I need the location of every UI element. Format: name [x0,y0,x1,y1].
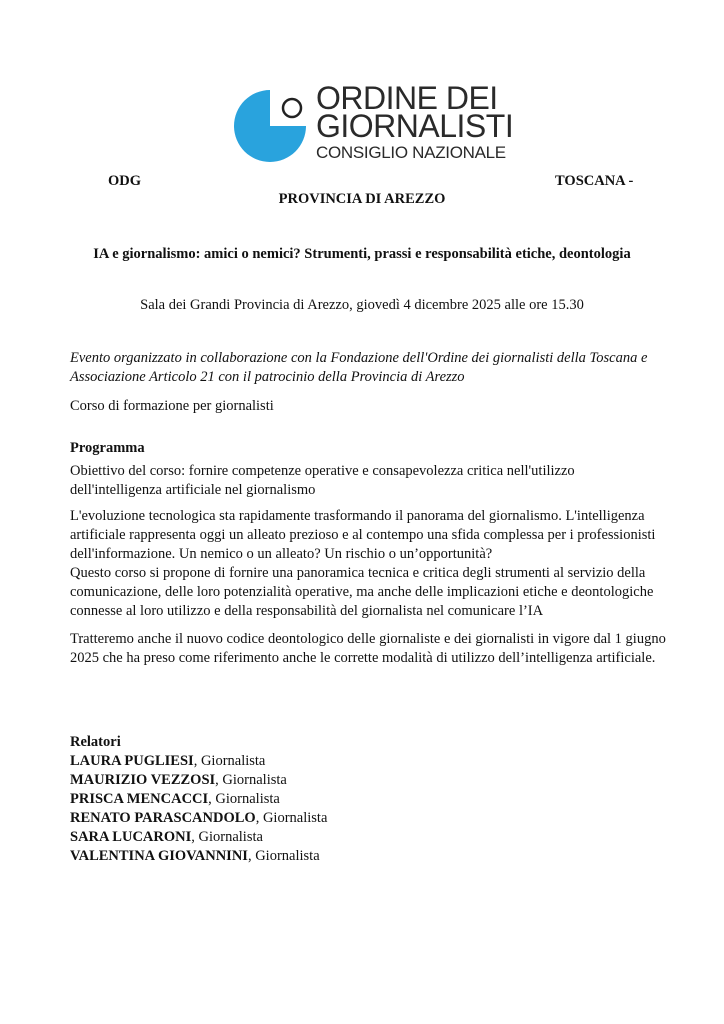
logo-line-1: ORDINE DEI [316,80,498,116]
programma-evolution-1: L'evoluzione tecnologica sta rapidamente trasformando il panorama del giornalismo. L'intelligenza artificiale rappresenta oggi un alleato prezioso e al contempo una sfida complessa per i professionisti dell'informazione. Un nemico o un alleato? Un rischio o un’opportunità? [70,508,656,562]
speaker-role: , Giornalista [191,829,263,845]
speaker-item [70,752,670,771]
programma-evolution-2: Questo corso si propone di fornire una panoramica tecnica e critica degli strumenti al servizio della comunicazione, delle loro potenzialità operative, ma anche delle implicazioni etiche e deontologiche connesse al loro utilizzo e della responsabilità del giornalista nel comunicare l’IA [70,565,654,619]
programma-objective: Obiettivo del corso: fornire competenze operative e consapevolezza critica nell'utilizzo dell'intelligenza artificiale nel giornalismo [70,463,575,498]
logo-mark-icon [230,86,310,166]
speaker-item [70,790,670,809]
header-toscana: TOSCANA - [555,173,634,189]
speaker-role: , Giornalista [255,810,328,826]
speaker-name: VALENTINA GIOVANNINI [70,848,248,864]
speaker-item [70,828,670,847]
speaker-item [70,771,670,790]
speaker-role: , Giornalista [215,772,287,788]
speaker-name: MAURIZIO VEZZOSI [70,772,216,788]
ordine-giornalisti-logo [230,80,530,170]
header-provincia: PROVINCIA DI AREZZO [278,191,446,207]
programma-description [70,507,670,621]
speaker-name: SARA LUCARONI [70,829,192,845]
speaker-item [70,847,670,866]
programma-code: Tratteremo anche il nuovo codice deontologico delle giornaliste e dei giornalisti in vigore dal 1 giugno 2025 che ha preso come riferimento anche le corrette modalità di utilizzo dell’intelligenza artificiale. [70,631,666,666]
event-venue: Sala dei Grandi Provincia di Arezzo, giovedì 4 dicembre 2025 alle ore 15.30 [140,297,584,313]
speaker-role: , Giornalista [193,753,266,769]
speaker-name: LAURA PUGLIESI [70,753,194,769]
speaker-item [70,809,670,828]
logo-line-3: CONSIGLIO NAZIONALE [316,143,506,162]
relatori-heading: Relatori [70,734,121,750]
header-odg: ODG [108,173,142,189]
event-title: IA e giornalismo: amici o nemici? Strumenti, prassi e responsabilità etiche, deontologia [93,246,631,262]
relatori-section [70,733,670,866]
event-organizers: Evento organizzato in collaborazione con la Fondazione dell'Ordine dei giornalisti della Toscana e Associazione Articolo 21 con il patrocinio della Provincia di Arezzo [70,350,648,385]
logo-line-2: GIORNALISTI [316,108,514,144]
speaker-role: , Giornalista [247,848,320,864]
speaker-role: , Giornalista [208,791,280,807]
logo-text [316,80,514,164]
programma-heading: Programma [70,440,145,456]
speaker-name: RENATO PARASCANDOLO [70,810,256,826]
course-type: Corso di formazione per giornalisti [70,398,274,414]
speaker-name: PRISCA MENCACCI [70,791,209,807]
